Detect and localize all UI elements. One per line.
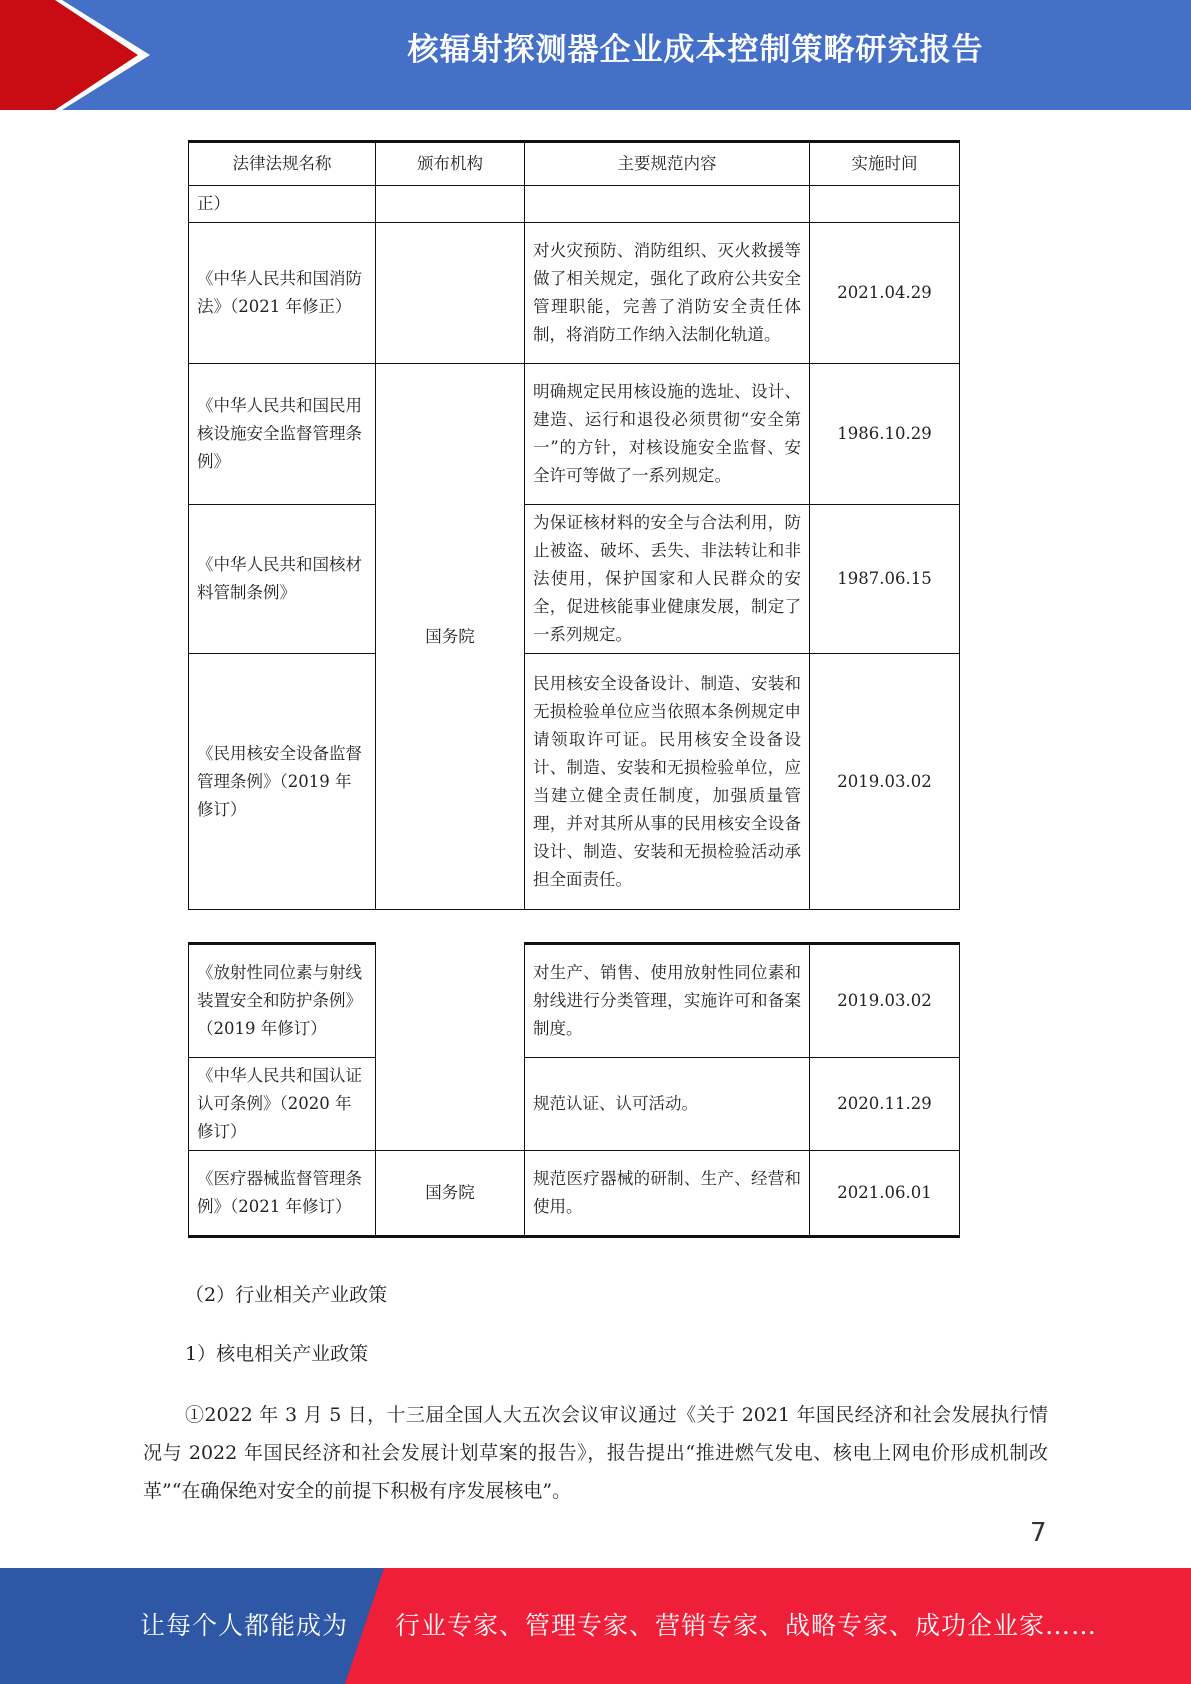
law-name-cell: 《中华人民共和国认证认可条例》（2020 年修订） — [189, 1058, 376, 1151]
content-cell: 为保证核材料的安全与合法利用，防止被盗、破坏、丢失、非法转让和非法使用，保护国家和人民群众的安全，促进核能事业健康发展，制定了一系列规定。 — [525, 505, 810, 654]
date-cell: 1987.06.15 — [810, 505, 960, 654]
table-row — [189, 223, 960, 364]
issuing-agency-cell: 国务院 — [376, 364, 525, 910]
law-name-cell: 《中华人民共和国民用核设施安全监督管理条例》 — [189, 364, 376, 505]
table-row — [189, 1058, 960, 1151]
law-name-cell: 《放射性同位素与射线装置安全和防护条例》（2019 年修订） — [189, 944, 376, 1058]
regulations-table-continued — [188, 942, 960, 1238]
date-cell: 2019.03.02 — [810, 944, 960, 1058]
law-name-cell: 《中华人民共和国核材料管制条例》 — [189, 505, 376, 654]
content-cell: 规范认证、认可活动。 — [525, 1058, 810, 1151]
page-footer — [0, 1568, 1191, 1684]
body-paragraph: ①2022 年 3 月 5 日，十三届全国人大五次会议审议通过《关于 2021 年国民经济和社会发展执行情况与 2022 年国民经济和社会发展计划草案的报告》，报告提出“推进燃气发电、核电上网电价形成机制改革”“在确保绝对安全的前提下积极有序发展核电”。 — [143, 1404, 1048, 1502]
regulations-table — [188, 140, 960, 910]
table-row — [189, 654, 960, 910]
date-cell: 2021.06.01 — [810, 1151, 960, 1237]
date-cell: 1986.10.29 — [810, 364, 960, 505]
law-name-cell: 《中华人民共和国消防法》（2021 年修正） — [189, 223, 376, 364]
content-cell: 民用核安全设备设计、制造、安装和无损检验单位应当依照本条例规定申请领取许可证。民用核安全设备设计、制造、安装和无损检验单位，应当建立健全责任制度，加强质量管理，并对其所从事的民用核安全设备设计、制造、安装和无损检验活动承担全面责任。 — [525, 654, 810, 910]
page-number: 7 — [1030, 1518, 1047, 1548]
header-effective-date: 实施时间 — [810, 142, 960, 186]
content-cell: 对火灾预防、消防组织、灭火救援等做了相关规定，强化了政府公共安全管理职能，完善了消防安全责任体制，将消防工作纳入法制化轨道。 — [525, 223, 810, 364]
date-cell: 2021.04.29 — [810, 223, 960, 364]
content-cell: 规范医疗器械的研制、生产、经营和使用。 — [525, 1151, 810, 1237]
content-cell: 对生产、销售、使用放射性同位素和射线进行分类管理，实施许可和备案制度。 — [525, 944, 810, 1058]
date-cell: 2020.11.29 — [810, 1058, 960, 1151]
issuing-agency-cell: 国务院 — [376, 1151, 525, 1237]
law-name-cell: 《医疗器械监督管理条例》（2021 年修订） — [189, 1151, 376, 1237]
law-name-cell: 正） — [189, 186, 376, 223]
header-issuing-agency: 颁布机构 — [376, 142, 525, 186]
section-heading: （2）行业相关产业政策 — [185, 1284, 388, 1306]
report-title: 核辐射探测器企业成本控制策略研究报告 — [407, 32, 984, 68]
header-arrow-decoration — [0, 0, 150, 110]
table-row — [189, 186, 960, 223]
footer-slogan-right: 行业专家、管理专家、营销专家、战略专家、成功企业家…… — [395, 1611, 1098, 1640]
content-cell: 明确规定民用核设施的选址、设计、建造、运行和退役必须贯彻“安全第一”的方针，对核设施安全监督、安全许可等做了一系列规定。 — [525, 364, 810, 505]
header-law-name: 法律法规名称 — [189, 142, 376, 186]
date-cell: 2019.03.02 — [810, 654, 960, 910]
table-row — [189, 944, 960, 1058]
footer-slogan-left: 让每个人都能成为 — [140, 1611, 349, 1640]
law-name-cell: 《民用核安全设备监督管理条例》（2019 年修订） — [189, 654, 376, 910]
table-row — [189, 364, 960, 505]
table-header-row — [189, 142, 960, 186]
table-row — [189, 1151, 960, 1237]
page-header — [0, 0, 1191, 110]
header-main-content: 主要规范内容 — [525, 142, 810, 186]
table-row — [189, 505, 960, 654]
subsection-heading: 1）核电相关产业政策 — [185, 1343, 369, 1365]
